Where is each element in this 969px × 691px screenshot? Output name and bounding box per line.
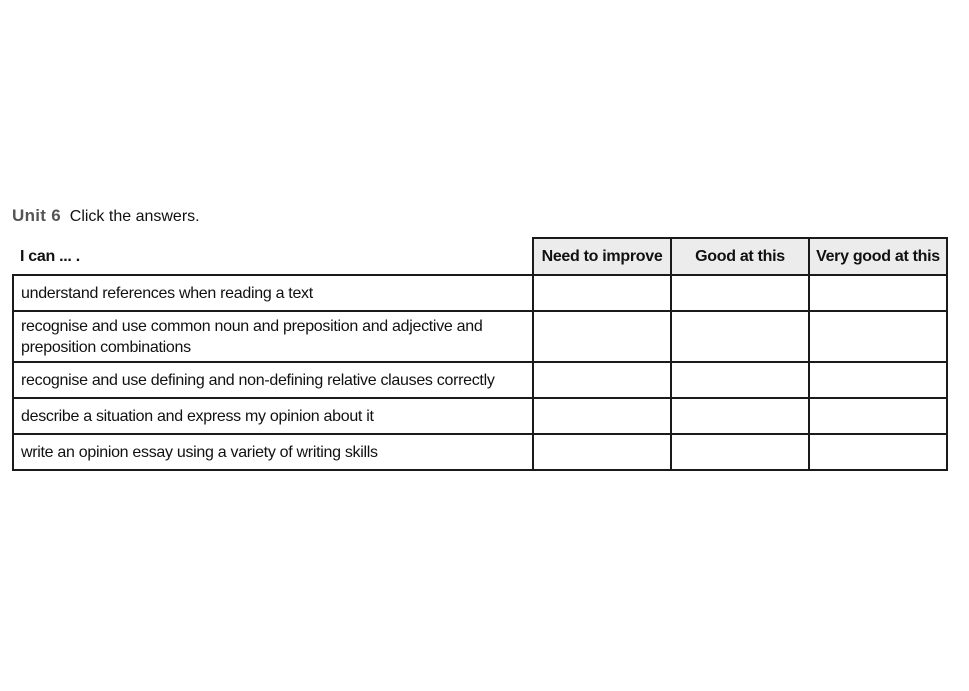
very-good-at-this-answer[interactable] bbox=[809, 398, 947, 434]
very-good-at-this-header: Very good at this bbox=[809, 238, 947, 275]
good-at-this-answer[interactable] bbox=[671, 434, 809, 470]
very-good-at-this-answer[interactable] bbox=[809, 362, 947, 398]
very-good-at-this-answer[interactable] bbox=[809, 311, 947, 362]
statement-cell: write an opinion essay using a variety of writing skills bbox=[13, 434, 533, 470]
need-to-improve-answer[interactable] bbox=[533, 311, 671, 362]
table-header-row bbox=[13, 238, 947, 275]
table-row bbox=[13, 275, 947, 311]
statement-cell: describe a situation and express my opinion about it bbox=[13, 398, 533, 434]
need-to-improve-answer[interactable] bbox=[533, 275, 671, 311]
good-at-this-answer[interactable] bbox=[671, 398, 809, 434]
table-row bbox=[13, 311, 947, 362]
very-good-at-this-answer[interactable] bbox=[809, 434, 947, 470]
statement-cell: recognise and use defining and non-defining relative clauses correctly bbox=[13, 362, 533, 398]
statement-cell: understand references when reading a text bbox=[13, 275, 533, 311]
good-at-this-answer[interactable] bbox=[671, 362, 809, 398]
table-row bbox=[13, 398, 947, 434]
good-at-this-answer[interactable] bbox=[671, 275, 809, 311]
unit-label: Unit 6 bbox=[12, 206, 62, 225]
very-good-at-this-answer[interactable] bbox=[809, 275, 947, 311]
need-to-improve-answer[interactable] bbox=[533, 398, 671, 434]
need-to-improve-answer[interactable] bbox=[533, 362, 671, 398]
good-at-this-header: Good at this bbox=[671, 238, 809, 275]
statement-cell: recognise and use common noun and preposition and adjective and preposition combinations bbox=[13, 311, 533, 362]
self-assessment-table bbox=[12, 237, 948, 471]
need-to-improve-answer[interactable] bbox=[533, 434, 671, 470]
instruction-text: Click the answers. bbox=[69, 208, 200, 225]
i-can-header: I can ... . bbox=[13, 238, 533, 275]
unit-heading bbox=[12, 206, 200, 227]
good-at-this-answer[interactable] bbox=[671, 311, 809, 362]
table-row bbox=[13, 434, 947, 470]
table-row bbox=[13, 362, 947, 398]
need-to-improve-header: Need to improve bbox=[533, 238, 671, 275]
